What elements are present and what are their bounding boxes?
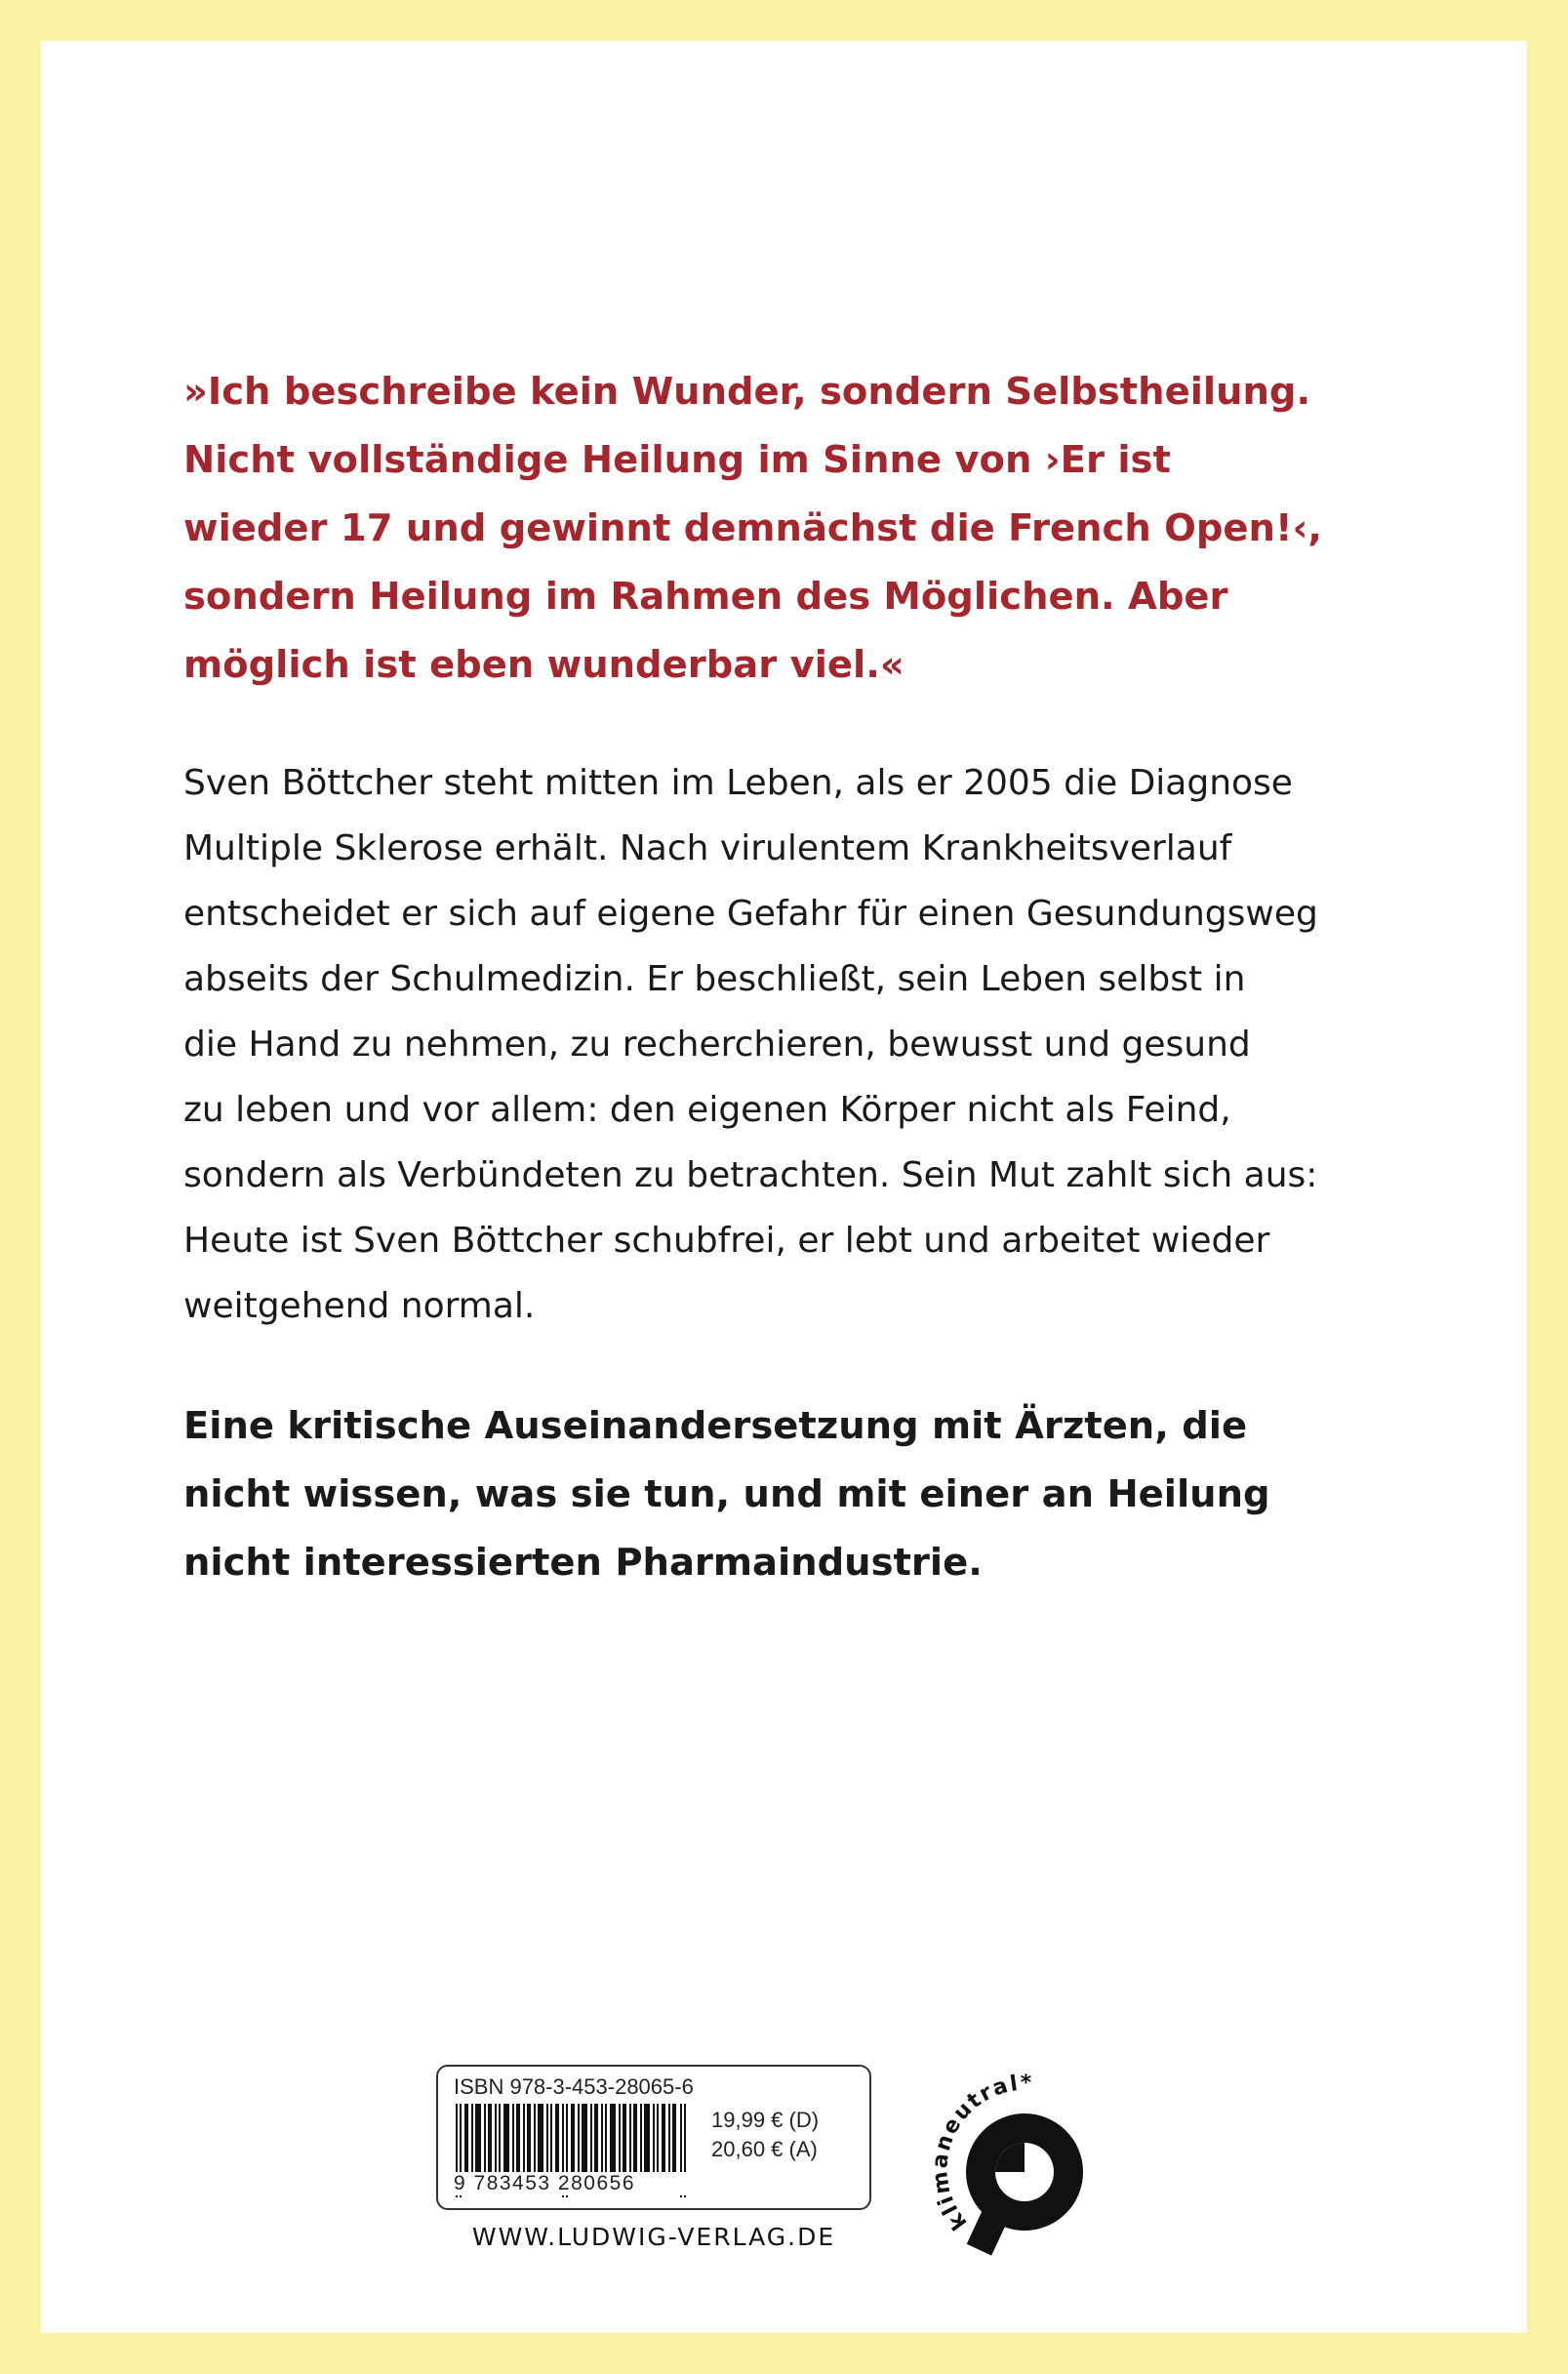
book-description: Sven Böttcher steht mitten im Leben, als er 2005 die Diagnose Multiple Sklerose erhält. Nach virulentem Krankheitsverlauf entscheidet er sich auf eigene Gefahr für einen Gesundungsweg abseits der Schulmedizin. Er beschließt, sein Leben selbst in die Hand zu nehmen, zu recherchieren, bewusst und gesund zu leben und vor allem: den eigenen Körper nicht als Feind, sondern als Verbündeten zu betrachten. Sein Mut zahlt sich aus: Heute ist Sven Böttcher schubfrei, er lebt und arbeitet wieder weitgehend normal. xyxy=(183,763,1318,1326)
summary-statement: Eine kritische Auseinandersetzung mit Ärzten, die nicht wissen, was sie tun, und mit einer an Heilung nicht interessierten Pharmaindustrie. xyxy=(183,1404,1270,1585)
barcode-panel xyxy=(436,2065,871,2210)
climate-neutral-logo xyxy=(909,2057,1114,2262)
pull-quote: »Ich beschreibe kein Wunder, sondern Selbstheilung. Nicht vollständige Heilung im Sinne von ›Er ist wieder 17 und gewinnt demnächst die French Open!‹, sondern Heilung im Rahmen des Möglichen. Aber möglich ist eben wunderbar viel.« xyxy=(183,370,1322,687)
isbn-label: ISBN 978-3-453-28065-6 xyxy=(454,2074,694,2099)
publisher-website: WWW.LUDWIG-VERLAG.DE xyxy=(471,2223,836,2251)
price-germany: 19,99 € (D) xyxy=(711,2108,820,2132)
climate-neutral-icon xyxy=(909,2057,1114,2262)
climate-label: klimaneutral* xyxy=(927,2071,1034,2234)
ean-number: 9 783453 280656 xyxy=(452,2172,694,2195)
price-austria: 20,60 € (A) xyxy=(711,2137,818,2161)
back-cover xyxy=(41,41,1527,2333)
